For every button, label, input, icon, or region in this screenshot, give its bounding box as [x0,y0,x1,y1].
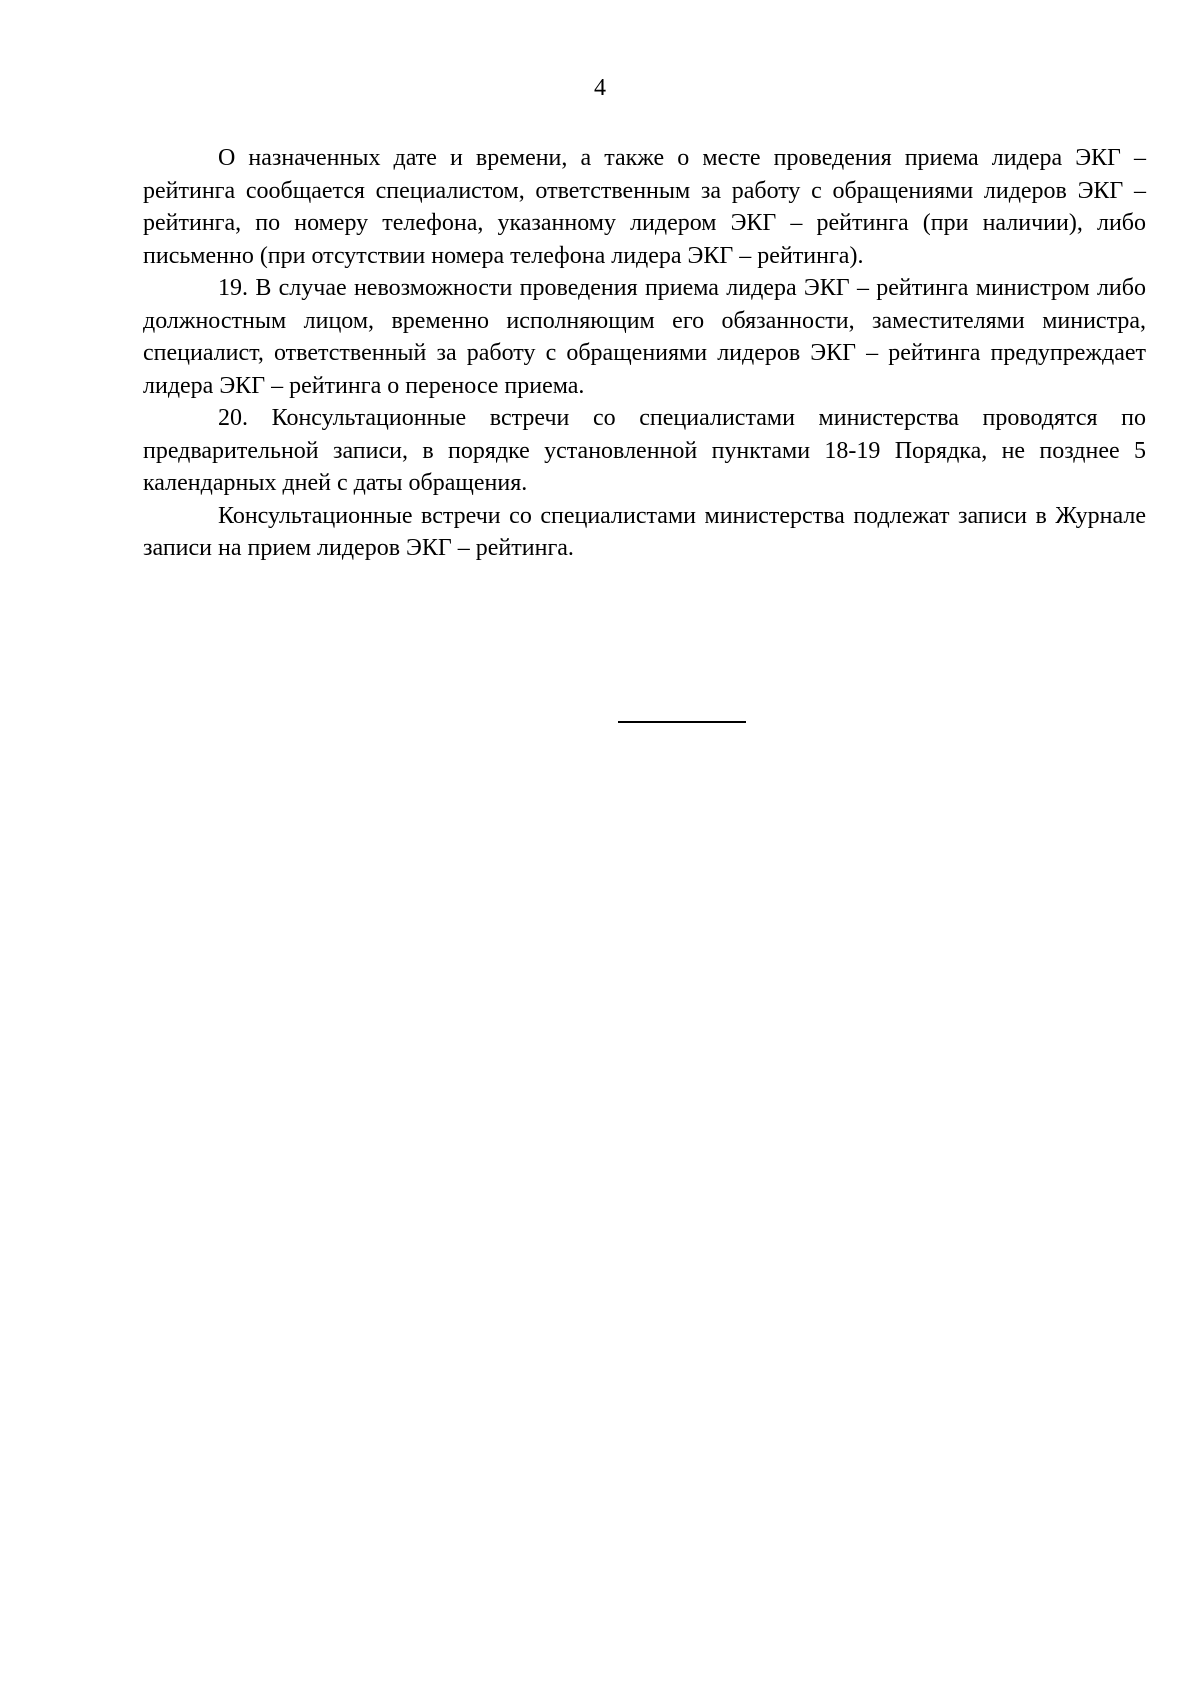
document-body [143,142,1146,565]
paragraph-item-19: 19. В случае невозможности проведения приема лидера ЭКГ – рейтинга министром либо должностным лицом, временно исполняющим его обязанности, заместителями министра, специалист, ответственный за работу с обращениями лидеров ЭКГ – рейтинга предупреждает лидера ЭКГ – рейтинга о переносе приема. [143,275,1146,399]
paragraph-item-20: 20. Консультационные встречи со специалистами министерства проводятся по предварительной записи, в порядке установленной пунктами 18-19 Порядка, не позднее 5 календарных дней с даты обращения. [143,405,1146,496]
end-of-text-rule [618,721,746,723]
paragraph-journal-record: Консультационные встречи со специалистами министерства подлежат записи в Журнале записи на прием лидеров ЭКГ – рейтинга. [143,502,1146,561]
paragraph-notification: О назначенных дате и времени, а также о месте проведения приема лидера ЭКГ – рейтинга сообщается специалистом, ответственным за работу с обращениями лидеров ЭКГ – рейтинга, по номеру телефона, указанному лидером ЭКГ – рейтинга (при наличии), либо письменно (при отсутствии номера телефона лидера ЭКГ – рейтинга). [143,145,1146,269]
page-number: 4 [594,75,606,101]
